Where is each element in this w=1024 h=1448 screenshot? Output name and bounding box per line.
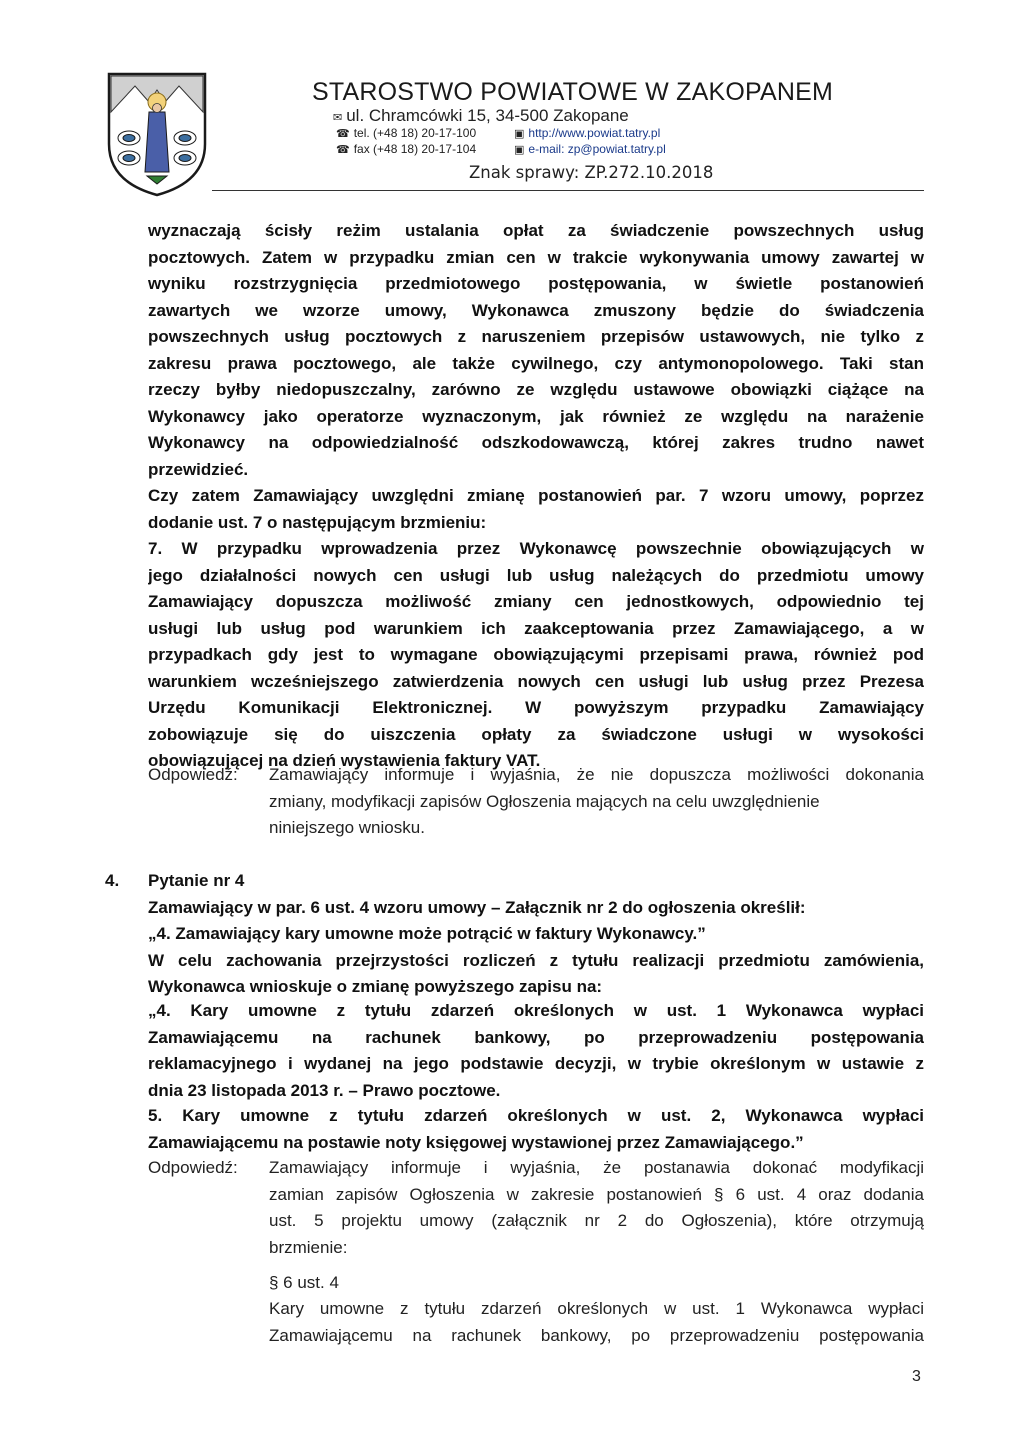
text-line: brzmienie: bbox=[269, 1237, 348, 1257]
text-line: warunkiem wcześniejszego zatwierdzenia nowych cen usługi lub usług przez Prezesa bbox=[148, 671, 924, 691]
text-line: Wykonawca wnioskuje o zmianę powyższego zapisu na: bbox=[148, 977, 603, 996]
computer-icon: ▣ bbox=[514, 144, 525, 156]
text-line: obowiązującej na dzień wystawienia faktury VAT. bbox=[148, 751, 541, 770]
text-line: ust. 5 projektu umowy (załącznik nr 2 do Ogłoszenia), które otrzymują bbox=[269, 1211, 924, 1230]
text-line: „4. Kary umowne z tytułu zdarzeń określonych w ust. 1 Wykonawca wypłaci bbox=[148, 1001, 924, 1020]
contact-line-2 bbox=[336, 142, 666, 156]
website-link[interactable]: http://www.powiat.tatry.pl bbox=[528, 126, 661, 140]
envelope-icon: ✉ bbox=[333, 112, 343, 124]
text-line: Zamawiający w par. 6 ust. 4 wzoru umowy – Załącznik nr 2 do ogłoszenia określił: bbox=[148, 897, 806, 917]
text-line: dodanie ust. 7 o następującym brzmieniu: bbox=[148, 512, 487, 532]
question-4-proposal bbox=[148, 998, 924, 1104]
header-divider bbox=[212, 190, 924, 191]
phone-number: tel. (+48 18) 20-17-100 bbox=[353, 126, 477, 140]
answer-2-continued bbox=[269, 1296, 924, 1349]
phone-icon: ☎ bbox=[336, 144, 350, 156]
text-line: Zamawiającemu na rachunek bankowy, po przeprowadzeniu postępowania bbox=[148, 1027, 924, 1047]
case-number: Znak sprawy: ZP.272.10.2018 bbox=[469, 163, 714, 182]
text-line: Zamawiającemu na postawie noty księgowej wystawionej przez Zamawiającego.” bbox=[148, 1132, 804, 1152]
question-4 bbox=[148, 868, 924, 1001]
text-line: § 6 ust. 4 bbox=[269, 1273, 339, 1292]
text-line: zamian zapisów Ogłoszenia w zakresie postanowień § 6 ust. 4 oraz dodania bbox=[269, 1184, 924, 1204]
page-number: 3 bbox=[912, 1368, 921, 1385]
text-line: rzeczy byłby niedopuszczalny, zarówno ze względu ustawowe obowiązki ciążące na bbox=[148, 380, 924, 399]
question-4-proposal-5 bbox=[148, 1103, 924, 1156]
question-number: 4. bbox=[105, 871, 120, 890]
text-line: Zamawiającemu na rachunek bankowy, po przeprowadzeniu postępowania bbox=[269, 1325, 924, 1345]
question-title: Pytanie nr 4 bbox=[148, 871, 245, 890]
paragraph-2 bbox=[148, 483, 924, 536]
text-line: Zamawiający dopuszcza możliwość zmiany cen jednostkowych, odpowiednio tej bbox=[148, 592, 924, 611]
text-line: Wykonawcy jako operatorze wyznaczonym, jak również ze względu na narażenie bbox=[148, 406, 924, 426]
email-link[interactable]: e-mail: zp@powiat.tatry.pl bbox=[528, 142, 666, 156]
office-address: ✉ ul. Chramcówki 15, 34-500 Zakopane bbox=[333, 106, 629, 125]
text-line: powszechnych usług pocztowych z naruszeniem przepisów ustawowych, nie tylko z bbox=[148, 327, 924, 346]
text-line: Kary umowne z tytułu zdarzeń określonych w ust. 1 Wykonawca wypłaci bbox=[269, 1299, 924, 1318]
text-line: 7. W przypadku wprowadzenia przez Wykonawcę powszechnie obowiązujących w bbox=[148, 539, 924, 558]
text-line: zmiany, modyfikacji zapisów Ogłoszenia mających na celu uwzględnienie bbox=[269, 791, 820, 811]
answer-label: Odpowiedź: bbox=[148, 1158, 238, 1177]
text-line: Zamawiający informuje i wyjaśnia, że postanawia dokonać modyfikacji bbox=[269, 1158, 924, 1177]
text-line: niniejszego wniosku. bbox=[269, 818, 425, 837]
office-name: STAROSTWO POWIATOWE W ZAKOPANEM bbox=[312, 78, 834, 106]
text-line: zobowiązuje się do uiszczenia opłaty za świadczone usługi w wysokości bbox=[148, 724, 924, 744]
text-line: dnia 23 listopada 2013 r. – Prawo pocztowe. bbox=[148, 1080, 501, 1100]
phone-icon: ☎ bbox=[336, 128, 350, 140]
contact-line-1 bbox=[336, 126, 660, 140]
text-line: reklamacyjnego i wydanej na jego podstawie decyzji, w trybie określonym w ustawie z bbox=[148, 1054, 924, 1073]
text-line: Urzędu Komunikacji Elektronicznej. W powyższym przypadku Zamawiający bbox=[148, 698, 924, 717]
text-line: przewidzieć. bbox=[148, 459, 249, 479]
text-line: Zamawiający informuje i wyjaśnia, że nie dopuszcza możliwości dokonania bbox=[269, 765, 924, 784]
text-line: przypadkach gdy jest to wymagane obowiązującymi przepisami prawa, również pod bbox=[148, 645, 924, 664]
paragraph-1 bbox=[148, 218, 924, 483]
text-line: 5. Kary umowne z tytułu zdarzeń określonych w ust. 2, Wykonawca wypłaci bbox=[148, 1106, 924, 1125]
coat-of-arms-icon bbox=[107, 72, 207, 197]
text-line: W celu zachowania przejrzystości rozliczeń z tytułu realizacji przedmiotu zamówienia, bbox=[148, 950, 924, 970]
text-line: Czy zatem Zamawiający uwzględni zmianę postanowień par. 7 wzoru umowy, poprzez bbox=[148, 486, 924, 505]
text-line: jego działalności nowych cen usługi lub usług należących do przedmiotu umowy bbox=[148, 565, 924, 585]
computer-icon: ▣ bbox=[514, 128, 525, 140]
text-line: „4. Zamawiający kary umowne może potrącić w faktury Wykonawcy.” bbox=[148, 924, 706, 943]
text-line: usługi lub usług pod warunkiem ich zaakceptowania przez Zamawiającego, a w bbox=[148, 618, 924, 638]
text-line: wyniku rozstrzygnięcia przedmiotowego postępowania, w świetle postanowień bbox=[148, 274, 924, 293]
answer-2 bbox=[269, 1155, 924, 1261]
paragraph-3 bbox=[148, 536, 924, 775]
text-line: Wykonawcy na odpowiedzialność odszkodowawczą, której zakres trudno nawet bbox=[148, 433, 924, 452]
answer-label: Odpowiedź: bbox=[148, 765, 238, 784]
answer-1 bbox=[269, 762, 924, 842]
text-line: zawartych we wzorze umowy, Wykonawca zmuszony będzie do świadczenia bbox=[148, 300, 924, 320]
section-reference bbox=[269, 1270, 924, 1297]
fax-number: fax (+48 18) 20-17-104 bbox=[353, 142, 477, 156]
text-line: zakresu prawa pocztowego, ale także cywilnego, czy antymonopolowego. Taki stan bbox=[148, 353, 924, 373]
text-line: wyznaczają ścisły reżim ustalania opłat za świadczenie powszechnych usług bbox=[148, 221, 924, 240]
text-line: pocztowych. Zatem w przypadku zmian cen w trakcie wykonywania umowy zawartej w bbox=[148, 247, 924, 267]
